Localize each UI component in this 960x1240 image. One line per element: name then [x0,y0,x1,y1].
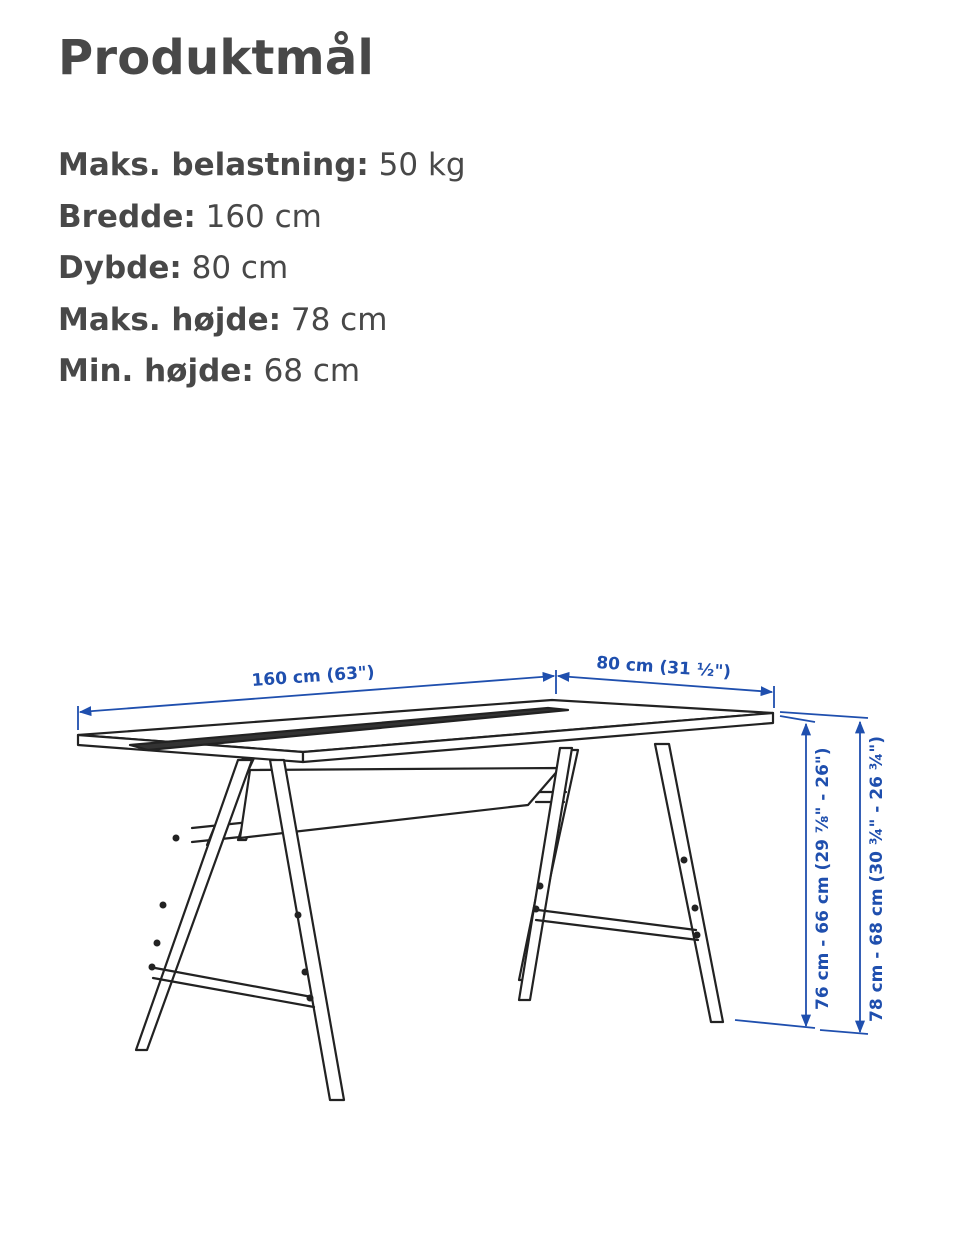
spec-label: Dybde: [58,250,182,286]
spec-value: 80 cm [191,250,289,286]
front-right-leg-2 [655,744,723,1022]
spec-value: 50 kg [378,147,466,183]
spec-width [58,192,466,244]
spec-depth [58,243,466,295]
spec-label: Maks. højde: [58,301,282,338]
height-total-dimension-label: 78 cm - 68 cm (30 ¾" - 26 ¾") [867,735,887,1022]
width-dimension-label: 160 cm (63") [250,662,376,691]
spec-label: Min. højde: [58,353,254,389]
front-left-leg [136,760,252,1050]
desk-illustration [78,700,773,1100]
depth-dimension-label: 80 cm (31 ½") [595,653,732,683]
front-right-crossbar [538,910,696,930]
spec-label: Maks. belastning: [58,147,369,183]
spec-max-height [58,295,466,347]
page-title: Produktmål [58,30,375,86]
spec-list [58,140,466,398]
height-top-dimension-label: 76 cm - 66 cm (29 ⅞" - 26") [813,747,833,1010]
spec-label: Bredde: [58,198,196,235]
spec-max-load [58,140,466,192]
spec-value: 78 cm [290,301,388,338]
spec-min-height [58,346,466,398]
spec-value: 160 cm [205,198,322,235]
leg-bolts [149,835,701,1002]
desk-dimension-drawing [0,600,960,1120]
spec-value: 68 cm [263,353,361,389]
depth-dimension-line [558,676,772,692]
